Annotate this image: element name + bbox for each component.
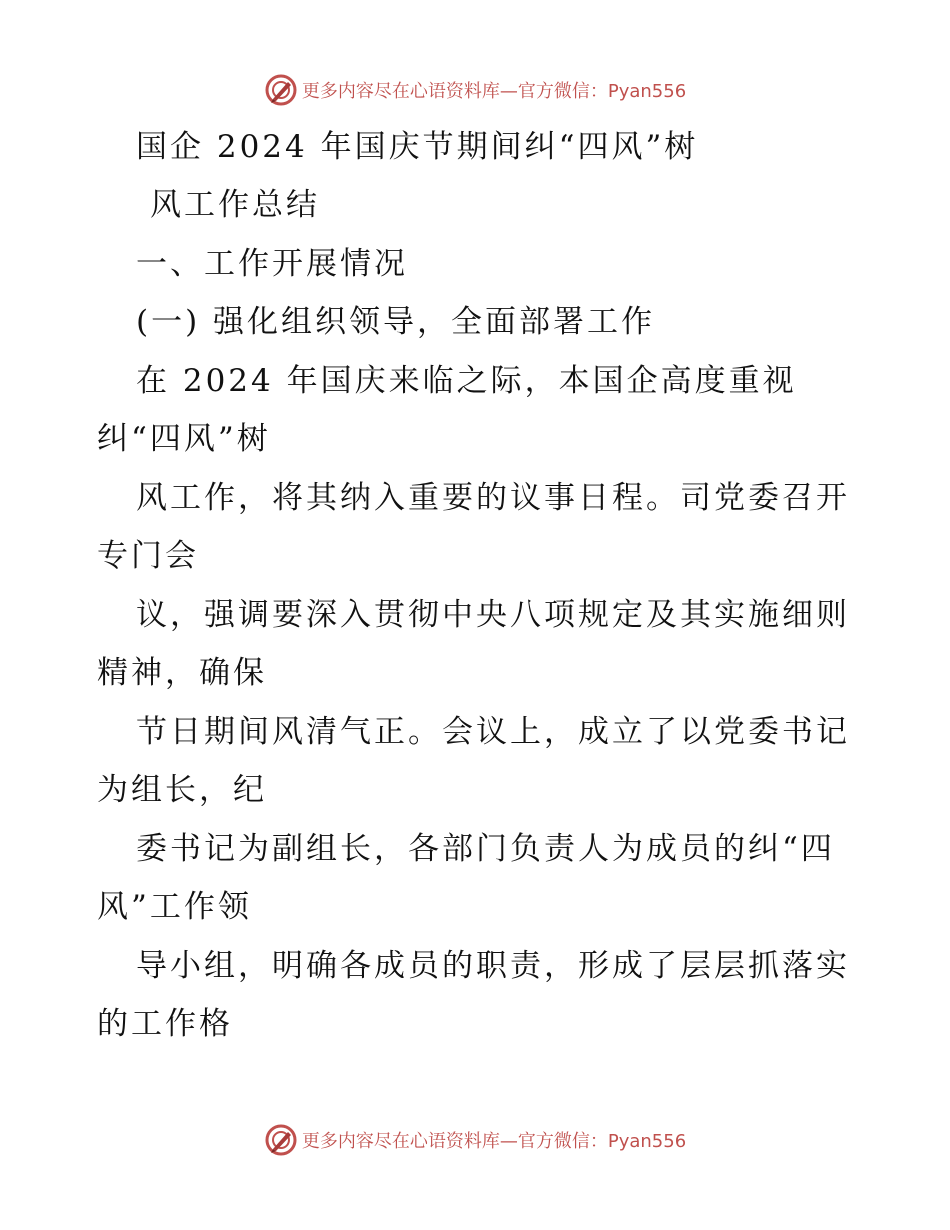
paragraph-line: 纠“四风”树 bbox=[97, 421, 271, 457]
document-title-line-1: 国企 2024 年国庆节期间纠“四风”树 bbox=[136, 129, 699, 165]
paragraph-line: 的工作格 bbox=[97, 1006, 233, 1042]
paragraph-line: 风”工作领 bbox=[97, 889, 252, 925]
subsection-heading: (一) 强化组织领导，全面部署工作 bbox=[136, 304, 656, 340]
paragraph-line: 风工作，将其纳入重要的议事日程。司党委召开 bbox=[136, 480, 850, 516]
watermark-banner-bottom bbox=[0, 1120, 950, 1160]
paragraph-line: 为组长，纪 bbox=[97, 772, 267, 808]
pen-logo-icon bbox=[264, 1123, 298, 1157]
paragraph-line: 委书记为副组长，各部门负责人为成员的纠“四 bbox=[136, 831, 835, 867]
paragraph-line: 导小组，明确各成员的职责，形成了层层抓落实 bbox=[136, 948, 850, 984]
paragraph-line: 议，强调要深入贯彻中央八项规定及其实施细则 bbox=[136, 597, 850, 633]
paragraph-line: 在 2024 年国庆来临之际，本国企高度重视 bbox=[136, 363, 797, 399]
paragraph-line: 专门会 bbox=[97, 538, 199, 574]
paragraph-line: 精神，确保 bbox=[97, 655, 267, 691]
document-title-line-2: 风工作总结 bbox=[150, 187, 320, 223]
watermark-text: 更多内容尽在心语资料库—官方微信：Pyan556 bbox=[301, 1131, 687, 1152]
paragraph-line: 节日期间风清气正。会议上，成立了以党委书记 bbox=[136, 714, 850, 750]
watermark-text: 更多内容尽在心语资料库—官方微信：Pyan556 bbox=[301, 81, 687, 102]
section-heading: 一、工作开展情况 bbox=[136, 246, 408, 282]
